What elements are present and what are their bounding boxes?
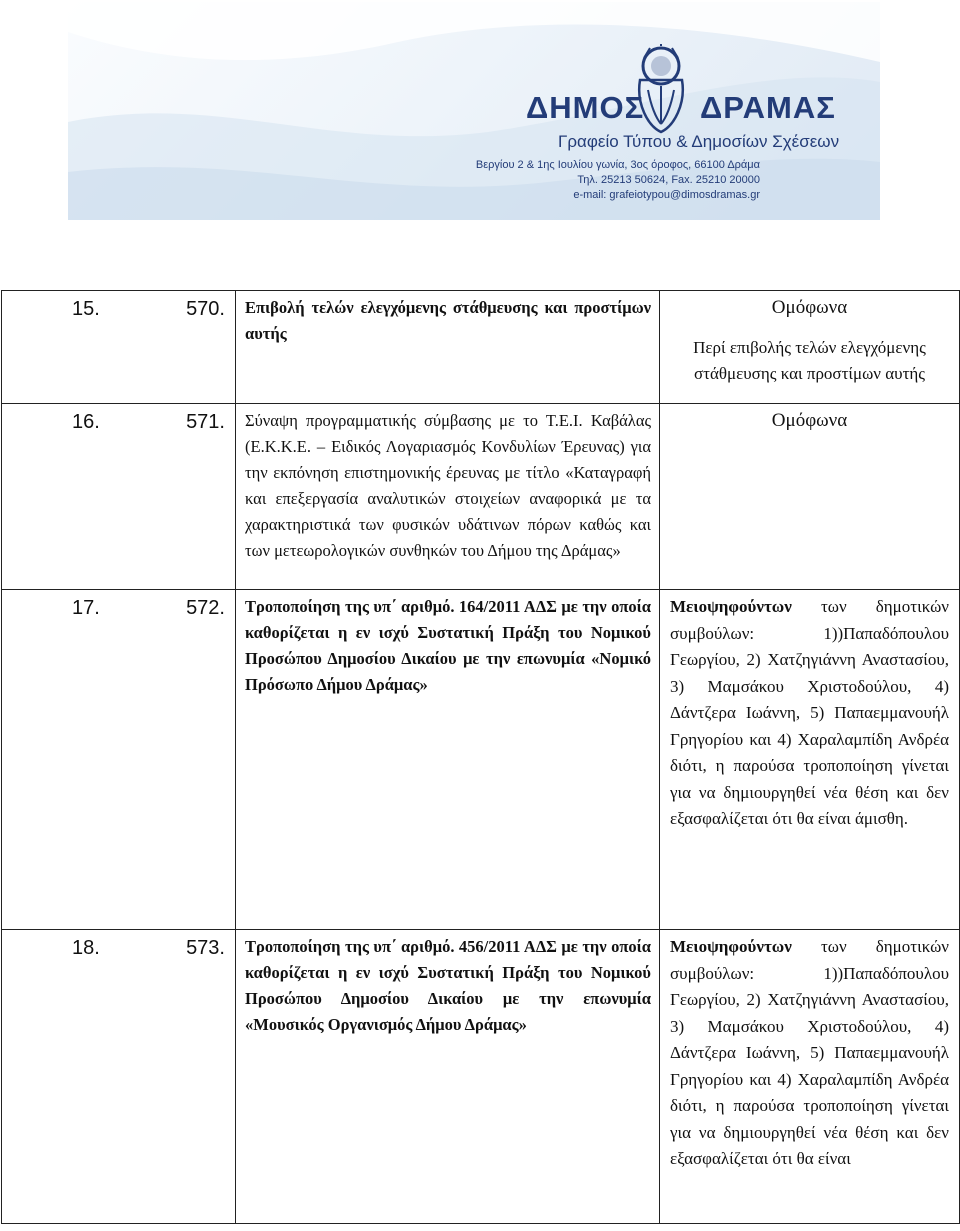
decision-text: Περί επιβολής τελών ελεγχόμενης στάθμευσης και προστίμων αυτής xyxy=(693,338,926,383)
subject-bold: Επιβολή τελών ελεγχόμενης στάθμευσης και προστίμων αυτής xyxy=(245,298,651,343)
minority-label: Μειοψηφούντων xyxy=(670,597,792,616)
letterhead-email: e-mail: grafeiotypou@dimosdramas.gr xyxy=(573,189,760,201)
sequence-number: 16. xyxy=(72,411,100,433)
decision-cell xyxy=(660,930,960,1224)
decision-number: 573. xyxy=(186,937,225,959)
letterhead xyxy=(68,2,880,220)
subject-text xyxy=(236,930,659,1038)
letterhead-office: Γραφείο Τύπου & Δημοσίων Σχέσεων xyxy=(558,132,840,151)
decision-head: Ομόφωνα xyxy=(771,410,848,431)
subject-text xyxy=(236,291,659,347)
subject-cell xyxy=(236,404,660,590)
sequence-number: 15. xyxy=(72,298,100,320)
subject-cell xyxy=(236,590,660,930)
number-cell xyxy=(2,291,236,404)
letterhead-address: Βεργίου 2 & 1ης Ιουλίου γωνία, 3ος όροφος, 66100 Δράμα xyxy=(475,159,760,171)
minority-text xyxy=(670,594,949,833)
subject-cell xyxy=(236,930,660,1224)
minority-details: των δημοτικών συμβούλων: 1))Παπαδόπουλου Γεωργίου, 2) Χατζηγιάννη Αναστασίου, 3) Μαμσάκου Χριστοδούλου, 4) Δάντζερα Ιωάννη, 5) Παπαεμμανουήλ Γρηγορίου και 4) Χαραλαμπίδη Ανδρέα διότι, η παρούσα τροποποίηση γίνεται για να δημιουργηθεί νέα θέση και δεν εξασφαλίζεται ότι θα είναι xyxy=(670,937,949,1168)
letterhead-dramas: ΔΡΑΜΑΣ xyxy=(700,90,836,125)
decision-cell xyxy=(660,291,960,404)
minority-details: των δημοτικών συμβούλων: 1))Παπαδόπουλου Γεωργίου, 2) Χατζηγιάννη Αναστασίου, 3) Μαμσάκου Χριστοδούλου, 4) Δάντζερα Ιωάννη, 5) Παπαεμμανουήλ Γρηγορίου και 4) Χαραλαμπίδη Ανδρέα διότι, η παρούσα τροποποίηση γίνεται για να δημιουργηθεί νέα θέση και δεν εξασφαλίζεται ότι θα είναι άμισθη. xyxy=(670,597,949,828)
letterhead-dimos: ΔΗΜΟΣ xyxy=(526,90,645,125)
subject-text: Σύναψη προγραμματικής σύμβασης με το Τ.Ε.Ι. Καβάλας (Ε.Κ.Κ.Ε. – Ειδικός Λογαριασμός Κονδυλίων Έρευνας) για την εκπόνηση επιστημονικής έρευνας με τίτλο «Καταγραφή και επεξεργασία αναλυτικών στοιχείων αναφορικά με τα χαρακτηριστικά των φυσικών υδάτινων πόρων καθώς και των μετεωρολογικών συνθηκών του Δήμου της Δράμας» xyxy=(245,411,651,560)
subject-bold: Τροποποίηση της υπ΄ αριθμό. 456/2011 ΑΔΣ με την οποία καθορίζεται η εν ισχύ Συστατική Πράξη του Νομικού Προσώπου Δημοσίου Δικαίου με την επωνυμία «Μουσικός Οργανισμός Δήμου Δράμας» xyxy=(245,937,651,1034)
table-row xyxy=(2,291,960,404)
decision-number: 570. xyxy=(186,298,225,320)
subject-cell xyxy=(236,291,660,404)
subject-text xyxy=(236,590,659,698)
minority-label: Μειοψηφούντων xyxy=(670,937,792,956)
decision-cell xyxy=(660,590,960,930)
sequence-number: 17. xyxy=(72,597,100,619)
decision-number: 572. xyxy=(186,597,225,619)
decision-number: 571. xyxy=(186,411,225,433)
table-row xyxy=(2,930,960,1224)
table-row xyxy=(2,590,960,930)
decisions-table xyxy=(1,290,960,1224)
number-cell xyxy=(2,930,236,1224)
decision-head: Ομόφωνα xyxy=(771,297,848,318)
minority-text xyxy=(670,934,949,1173)
decision-cell xyxy=(660,404,960,590)
sequence-number: 18. xyxy=(72,937,100,959)
number-cell xyxy=(2,404,236,590)
subject-bold: Τροποποίηση της υπ΄ αριθμό. 164/2011 ΑΔΣ με την οποία καθορίζεται η εν ισχύ Συστατική Πράξη του Νομικού Προσώπου Δημοσίου Δικαίου με την επωνυμία «Νομικό Πρόσωπο Δήμου Δράμας» xyxy=(245,597,651,694)
table-row xyxy=(2,404,960,590)
number-cell xyxy=(2,590,236,930)
letterhead-phone: Τηλ. 25213 50624, Fax. 25210 20000 xyxy=(577,174,760,186)
